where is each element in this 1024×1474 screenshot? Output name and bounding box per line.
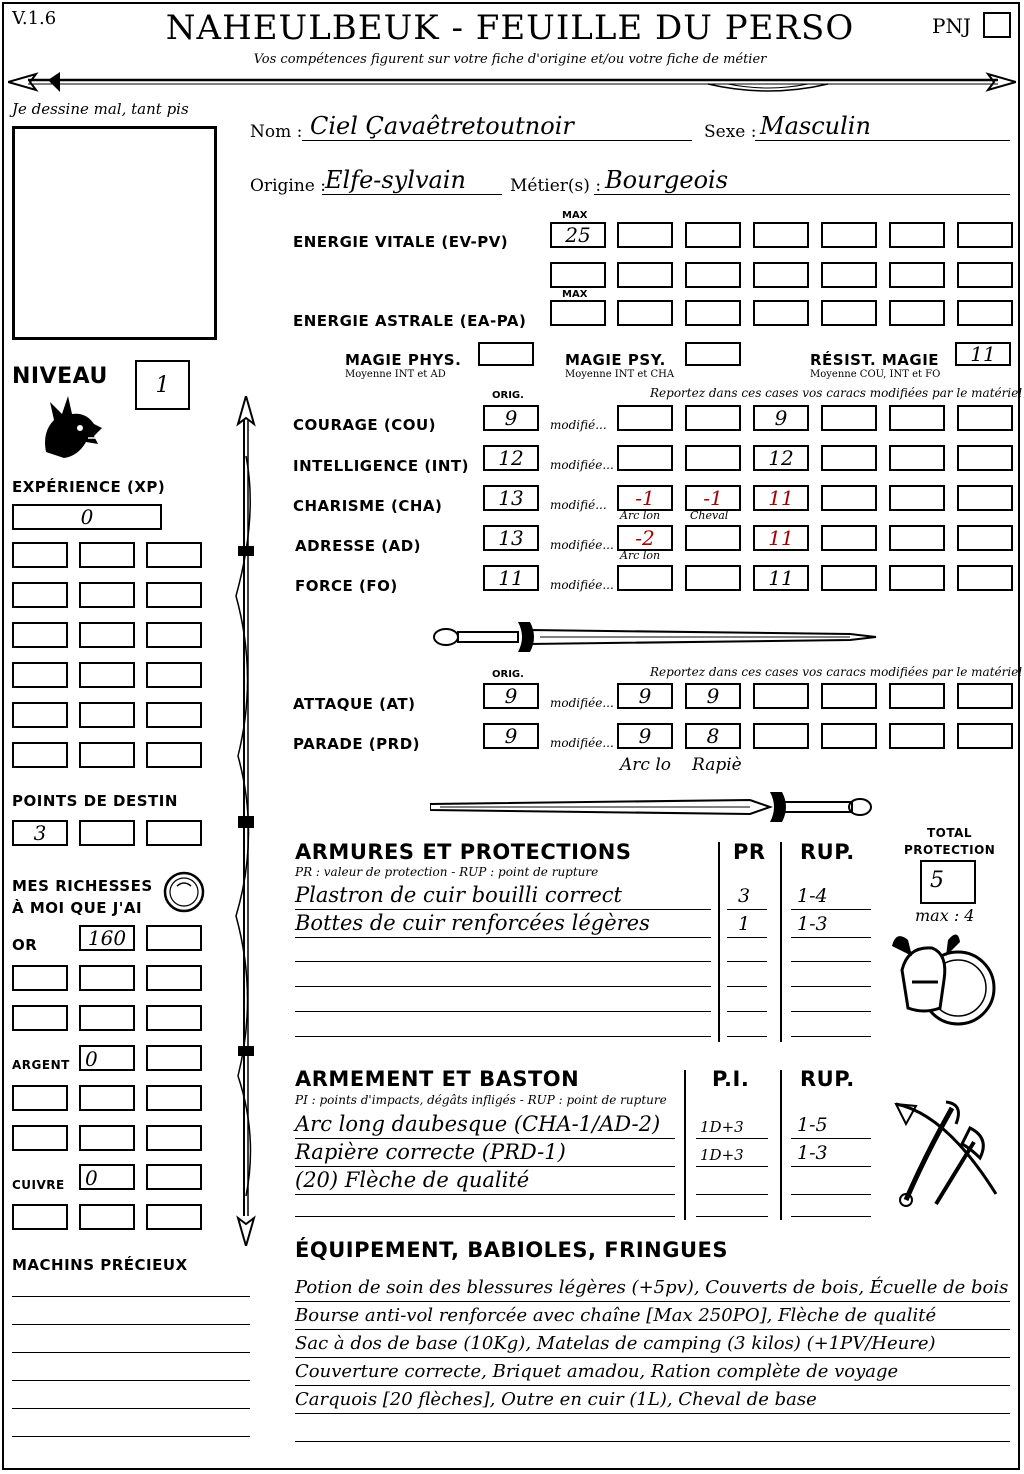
ev-box[interactable] [550,262,606,288]
courage-modif-label: modifié... [550,418,607,432]
xp-cell[interactable] [79,622,135,648]
armor-pr-cell[interactable] [727,941,767,962]
courage-extra-box[interactable] [889,405,945,431]
force-mod-box[interactable] [685,565,741,591]
total-protection-box[interactable]: 5 [920,860,976,904]
armor-row[interactable] [295,966,711,987]
weapon-rup-cell[interactable] [791,1170,871,1195]
machins-line[interactable] [12,1436,250,1437]
argent-box[interactable] [79,1125,135,1151]
adresse-orig-box[interactable]: 13 [483,525,539,551]
courage-mod-box[interactable] [617,405,673,431]
niveau-box[interactable]: 1 [135,360,190,410]
equipment-line[interactable]: Couverture correcte, Briquet amadou, Ration complète de voyage [295,1358,1010,1386]
origine-value: Elfe-sylvain [325,166,466,194]
resist-magie-label: RÉSIST. MAGIE [810,351,940,369]
machins-lines [12,1296,250,1464]
intelligence-modif-label: modifiée... [550,458,614,472]
or-box[interactable] [146,965,202,991]
adresse-final-box[interactable]: 11 [753,525,809,551]
sexe-value: Masculin [760,112,871,140]
xp-cell[interactable] [146,702,202,728]
weapons-title: ARMEMENT ET BASTON [295,1067,580,1091]
xp-cell[interactable] [12,702,68,728]
charisme-label: CHARISME (CHA) [293,497,443,515]
weapon-item-name: (20) Flèche de qualité [295,1168,530,1192]
argent-box[interactable] [12,1085,68,1111]
argent-box[interactable] [12,1125,68,1151]
cuivre-box[interactable] [12,1204,68,1230]
equipment-line[interactable]: Sac à dos de base (10Kg), Matelas de camping (3 kilos) (+1PV/Heure) [295,1330,1010,1358]
ev-max-label: MAX [562,210,588,221]
vertical-spear-icon [228,396,264,1246]
courage-mod-box[interactable] [685,405,741,431]
ev-box[interactable] [821,222,877,248]
ev-label: ENERGIE VITALE (EV-PV) [293,233,509,251]
sheet-subtitle: Vos compétences figurent sur votre fiche d'origine et/ou votre fiche de métier [253,52,767,67]
nom-label: Nom : [250,122,303,142]
equipment-title: ÉQUIPEMENT, BABIOLES, FRINGUES [295,1238,728,1262]
pnj-checkbox[interactable] [983,12,1011,38]
combat-col1-note: Arc lo [620,755,671,775]
magie-phys-label: MAGIE PHYS. [345,351,462,369]
armor-pr-cell[interactable] [727,1016,767,1037]
xp-cell[interactable] [79,662,135,688]
version-label: V.1.6 [12,8,57,29]
or-box[interactable] [12,965,68,991]
equipment-line[interactable]: Bourse anti-vol renforcée avec chaîne [Max 250PO], Flèche de qualité [295,1302,1010,1330]
equipment-line[interactable]: Potion de soin des blessures légères (+5pv), Couverts de bois, Écuelle de bois [295,1274,1010,1302]
armor-rup-cell[interactable] [791,966,871,987]
ev-box[interactable] [753,262,809,288]
xp-cell[interactable] [146,662,202,688]
magie-phys-box[interactable] [478,342,534,366]
portrait-caption: Je dessine mal, tant pis [12,100,189,118]
portrait-box[interactable] [12,126,217,340]
total-protection-label-2: PROTECTION [904,843,996,857]
intelligence-extra-box[interactable] [889,445,945,471]
cuivre-box[interactable] [146,1164,202,1190]
intelligence-label: INTELLIGENCE (INT) [293,457,469,475]
cuivre-box[interactable]: 0 [79,1164,135,1190]
equipment-line[interactable] [295,1442,1010,1470]
weapon-pi-cell[interactable] [696,1170,768,1195]
argent-box[interactable] [79,1085,135,1111]
equipment-line[interactable]: Carquois [20 flèches], Outre en cuir (1L), Cheval de base [295,1386,1010,1414]
niveau-label: NIVEAU [12,364,108,389]
weapons-note: PI : points d'impacts, dégâts infligés - RUP : point de rupture [295,1093,667,1107]
richesses-label-2: À MOI QUE J'AI [12,899,143,917]
ev-box[interactable] [957,222,1013,248]
combat-orig-label: ORIG. [492,669,524,680]
armor-rup-cell[interactable] [791,1016,871,1037]
xp-cell[interactable] [79,742,135,768]
xp-box[interactable]: 0 [12,504,162,530]
destin-box[interactable] [146,820,202,846]
ev-box[interactable] [957,262,1013,288]
machins-line[interactable] [12,1408,250,1409]
resist-magie-note: Moyenne COU, INT et FO [810,369,941,380]
dragon-head-icon [38,392,104,464]
ev-box[interactable] [889,222,945,248]
courage-final-box[interactable]: 9 [753,405,809,431]
attaque-orig-box[interactable]: 9 [483,683,539,709]
coin-icon [162,870,206,914]
courage-extra-box[interactable] [821,405,877,431]
parade-box[interactable] [753,723,809,749]
origine-label: Origine : [250,176,326,196]
armor-pr-header: PR [733,840,766,864]
machins-label: MACHINS PRÉCIEUX [12,1256,188,1274]
weapon-item-pi: 1D+3 [700,1146,744,1164]
helmet-shield-icon [888,926,1000,1036]
cuivre-box[interactable] [146,1204,202,1230]
spear-divider-icon [8,62,1016,102]
charisme-mod2-note: Cheval [690,509,729,522]
parade-box[interactable] [957,723,1013,749]
xp-cell[interactable] [146,542,202,568]
destin-label: POINTS DE DESTIN [12,792,178,810]
intelligence-extra-box[interactable] [957,445,1013,471]
parade-label: PARADE (PRD) [293,735,421,753]
armor-item-pr: 3 [738,885,751,907]
cuivre-box[interactable] [79,1204,135,1230]
argent-box[interactable] [146,1085,202,1111]
armor-pr-cell[interactable] [727,991,767,1012]
total-protection-max: max : 4 [915,906,975,925]
equipment-lines [295,1274,1010,1470]
armor-pr-cell[interactable] [727,966,767,987]
resist-magie-box[interactable]: 11 [955,342,1011,366]
xp-cell[interactable] [12,662,68,688]
total-protection-label: TOTAL [927,826,973,840]
ea-box[interactable] [957,300,1013,326]
ea-max-label: MAX [562,289,588,300]
weapon-item-name: Rapière correcte (PRD-1) [295,1140,566,1164]
ea-max-box[interactable] [550,300,606,326]
adresse-mod1-box[interactable]: -2 [617,525,673,551]
machins-line[interactable] [12,1380,250,1381]
armor-row[interactable] [295,991,711,1012]
cuivre-label: CUIVRE [12,1178,65,1192]
ev-box[interactable] [617,262,673,288]
ev-box[interactable] [753,222,809,248]
armor-rup-header: RUP. [800,840,855,864]
ev-box[interactable] [889,262,945,288]
attaque-box[interactable] [821,683,877,709]
force-extra-box[interactable] [821,565,877,591]
adresse-extra-box[interactable] [889,525,945,551]
stats-report-note: Reportez dans ces cases vos caracs modifiées par le matériel [650,386,1023,400]
or-box[interactable] [12,1005,68,1031]
combat-report-note: Reportez dans ces cases vos caracs modifiées par le matériel [650,665,1023,679]
intelligence-orig-box[interactable]: 12 [483,445,539,471]
intelligence-final-box[interactable]: 12 [753,445,809,471]
attaque-label: ATTAQUE (AT) [293,695,416,713]
ea-box[interactable] [617,300,673,326]
charisme-mod1-note: Arc lon [620,509,661,522]
ea-box[interactable] [821,300,877,326]
courage-extra-box[interactable] [957,405,1013,431]
xp-cell[interactable] [12,542,68,568]
force-label: FORCE (FO) [295,577,398,595]
destin-box[interactable] [79,820,135,846]
force-final-box[interactable]: 11 [753,565,809,591]
xp-cell[interactable] [12,622,68,648]
or-box[interactable]: 160 [79,925,135,951]
argent-box[interactable]: 0 [79,1045,135,1071]
armor-column-divider [718,842,720,1042]
crossed-weapons-icon [886,1094,1006,1214]
magie-psy-note: Moyenne INT et CHA [565,369,675,380]
xp-cell[interactable] [146,742,202,768]
force-modif-label: modifiée... [550,578,614,592]
parade-orig-box[interactable]: 9 [483,723,539,749]
charisme-extra-box[interactable] [889,485,945,511]
nom-value: Ciel Çavaêtretoutnoir [310,112,574,140]
magie-psy-box[interactable] [685,342,741,366]
ev-box[interactable] [821,262,877,288]
sheet-title: NAHEULBEUK - FEUILLE DU PERSO [165,8,855,48]
ea-box[interactable] [685,300,741,326]
charisme-mod1-box[interactable]: -1 [617,485,673,511]
armor-item-rup: 1-4 [797,885,828,907]
attaque-box[interactable] [753,683,809,709]
charisme-modif-label: modifié... [550,498,607,512]
xp-cell[interactable] [79,582,135,608]
ev-box[interactable] [685,222,741,248]
intelligence-mod-box[interactable] [685,445,741,471]
xp-label: EXPÉRIENCE (XP) [12,478,166,496]
machins-line[interactable] [12,1324,250,1325]
adresse-mod1-note: Arc lon [620,549,661,562]
armor-note: PR : valeur de protection - RUP : point de rupture [295,865,599,879]
charisme-orig-box[interactable]: 13 [483,485,539,511]
parade-modif-label: modifiée... [550,736,614,750]
orig-label: ORIG. [492,390,524,401]
magie-phys-note: Moyenne INT et AD [345,369,446,380]
sword-divider-icon [430,614,880,660]
armor-rup-cell[interactable] [791,991,871,1012]
sexe-label: Sexe : [704,122,757,142]
attaque-modif-label: modifiée... [550,696,614,710]
armor-item-pr: 1 [738,913,751,935]
weapon-item-pi: 1D+3 [700,1118,744,1136]
magie-psy-label: MAGIE PSY. [565,351,666,369]
courage-orig-box[interactable]: 9 [483,405,539,431]
armor-item-name: Bottes de cuir renforcées légères [295,911,650,935]
charisme-final-box[interactable]: 11 [753,485,809,511]
argent-label: ARGENT [12,1058,70,1072]
weapon-item-name: Arc long daubesque (CHA-1/AD-2) [295,1112,661,1136]
parade-v1-box[interactable]: 9 [617,723,673,749]
ea-box[interactable] [753,300,809,326]
machins-line[interactable] [12,1352,250,1353]
attaque-box[interactable] [889,683,945,709]
parade-box[interactable] [889,723,945,749]
adresse-modif-label: modifiée... [550,538,614,552]
force-orig-box[interactable]: 11 [483,565,539,591]
richesses-label: MES RICHESSES [12,877,153,895]
xp-cell[interactable] [79,542,135,568]
weapon-item-rup: 1-5 [797,1114,828,1136]
machins-line[interactable] [12,1296,250,1297]
or-label: OR [12,936,38,954]
intelligence-mod-box[interactable] [617,445,673,471]
attaque-v2-box[interactable]: 9 [685,683,741,709]
xp-cell[interactable] [146,582,202,608]
attaque-box[interactable] [957,683,1013,709]
ea-label: ENERGIE ASTRALE (EA-PA) [293,312,527,330]
weapons-column-divider [780,1070,782,1220]
courage-label: COURAGE (COU) [293,416,437,434]
force-mod-box[interactable] [617,565,673,591]
weapons-rup-header: RUP. [800,1067,855,1091]
armor-row[interactable] [295,941,711,962]
armor-rup-cell[interactable] [791,941,871,962]
ev-box[interactable] [617,222,673,248]
xp-cell[interactable] [146,622,202,648]
parade-box[interactable] [821,723,877,749]
or-box[interactable] [146,1005,202,1031]
argent-box[interactable] [146,1125,202,1151]
equipment-line[interactable] [295,1414,1010,1442]
xp-cell[interactable] [79,702,135,728]
xp-cell[interactable] [12,582,68,608]
force-extra-box[interactable] [889,565,945,591]
weapon-item-rup: 1-3 [797,1142,828,1164]
xp-cell[interactable] [12,742,68,768]
pnj-label: PNJ [932,14,971,38]
parade-v2-box[interactable]: 8 [685,723,741,749]
adresse-extra-box[interactable] [957,525,1013,551]
armor-column-divider [780,842,782,1042]
adresse-label: ADRESSE (AD) [295,537,422,555]
or-box[interactable] [79,965,135,991]
weapons-pi-header: P.I. [712,1067,750,1091]
armor-item-name: Plastron de cuir bouilli correct [295,883,622,907]
metier-label: Métier(s) : [510,176,602,196]
ev-max-box[interactable]: 25 [550,222,606,248]
charisme-mod2-box[interactable]: -1 [685,485,741,511]
armor-title: ARMURES ET PROTECTIONS [295,840,632,864]
weapon-row[interactable] [295,1196,675,1217]
ea-box[interactable] [889,300,945,326]
argent-box[interactable] [146,1045,202,1071]
weapons-column-divider [684,1070,686,1220]
charisme-extra-box[interactable] [821,485,877,511]
charisme-extra-box[interactable] [957,485,1013,511]
destin-box[interactable]: 3 [12,820,68,846]
force-extra-box[interactable] [957,565,1013,591]
sword-divider-icon [430,786,875,828]
metier-value: Bourgeois [605,166,729,194]
or-box[interactable] [79,1005,135,1031]
intelligence-extra-box[interactable] [821,445,877,471]
or-box[interactable] [146,925,202,951]
weapon-rup-cell[interactable] [791,1196,871,1217]
adresse-mod-box[interactable] [685,525,741,551]
attaque-v1-box[interactable]: 9 [617,683,673,709]
armor-row[interactable] [295,1016,711,1037]
combat-col2-note: Rapiè [692,755,742,775]
adresse-extra-box[interactable] [821,525,877,551]
ev-box[interactable] [685,262,741,288]
weapon-pi-cell[interactable] [696,1196,768,1217]
armor-item-rup: 1-3 [797,913,828,935]
